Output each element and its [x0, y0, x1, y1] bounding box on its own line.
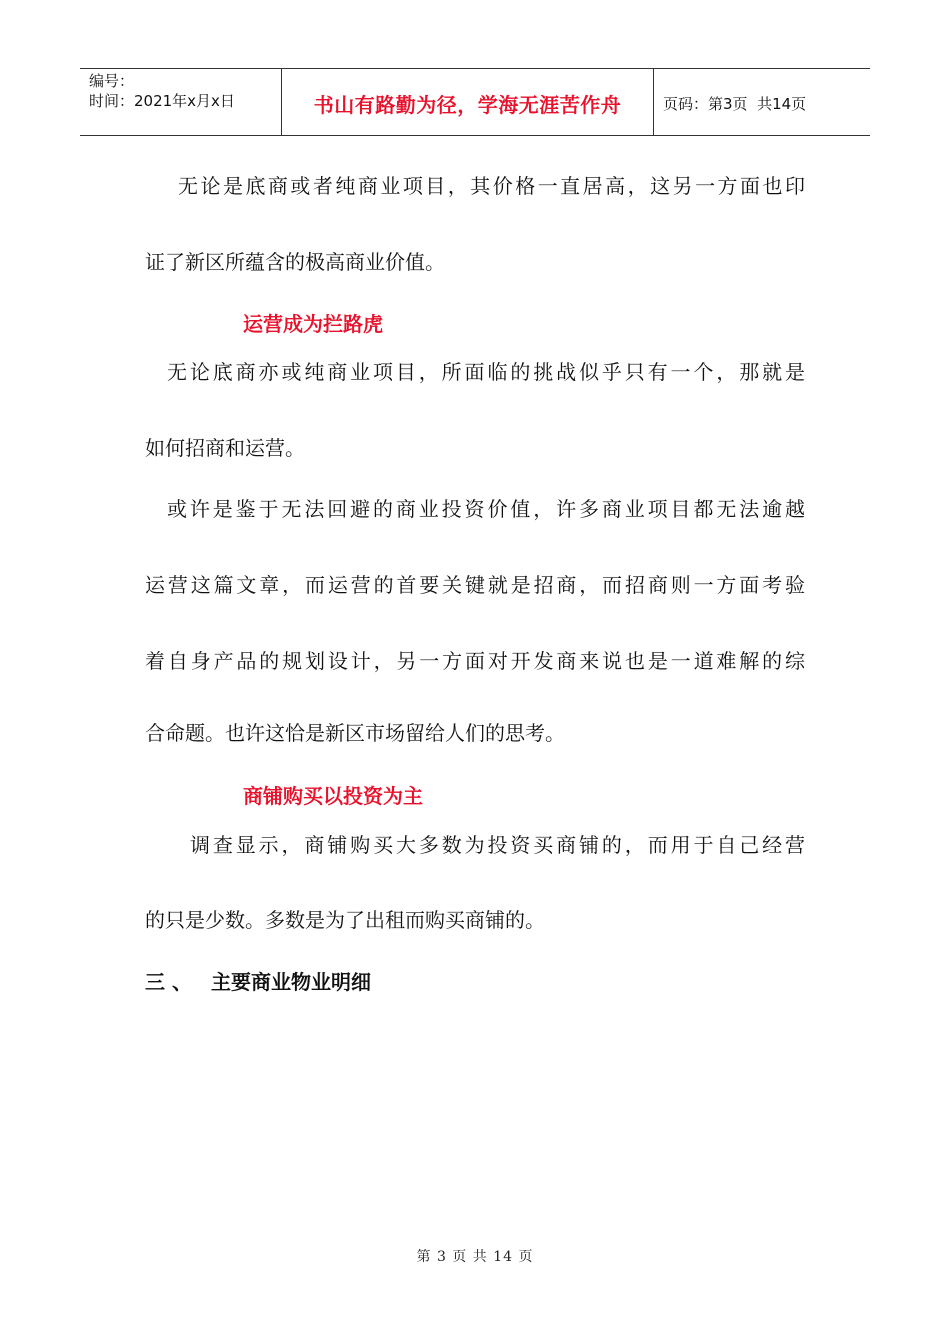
- document-time-label: 时间：2021年x月x日: [89, 92, 235, 110]
- paragraph-3-line-3: 着自身产品的规划设计，另一方面对开发商来说也是一道难解的综: [145, 649, 805, 673]
- section-title: 主要商业物业明细: [211, 970, 371, 994]
- section-number: 三 、: [145, 970, 192, 994]
- header-meta: [80, 69, 281, 135]
- header-motto-cell: [281, 69, 654, 135]
- paragraph-2-line-1: 无论底商亦或纯商业项目，所面临的挑战似乎只有一个，那就是: [167, 360, 805, 384]
- paragraph-3-line-1: 或许是鉴于无法回避的商业投资价值，许多商业项目都无法逾越: [167, 497, 805, 521]
- subheading-operation: 运营成为拦路虎: [243, 312, 383, 336]
- header-page-info-cell: [654, 69, 870, 135]
- paragraph-1-line-2: 证了新区所蕴含的极高商业价值。: [145, 250, 445, 274]
- page-header: [80, 68, 870, 136]
- subheading-investment: 商铺购买以投资为主: [243, 784, 423, 808]
- paragraph-3-line-2: 运营这篇文章，而运营的首要关键就是招商，而招商则一方面考验: [145, 573, 805, 597]
- document-number-label: 编号：: [89, 72, 135, 90]
- section-heading: [145, 969, 371, 995]
- page-footer: 第 3 页 共 14 页: [416, 1249, 534, 1265]
- paragraph-2-line-2: 如何招商和运营。: [145, 436, 305, 460]
- header-motto: 书山有路勤为径，学海无涯苦作舟: [313, 92, 622, 117]
- header-page-info: 页码：第3页 共14页: [663, 94, 807, 113]
- paragraph-3-line-4: 合命题。也许这恰是新区市场留给人们的思考。: [145, 721, 565, 745]
- paragraph-1-line-1: 无论是底商或者纯商业项目，其价格一直居高，这另一方面也印: [178, 174, 805, 198]
- paragraph-4-line-2: 的只是少数。多数是为了出租而购买商铺的。: [145, 908, 545, 932]
- paragraph-4-line-1: 调查显示，商铺购买大多数为投资买商铺的，而用于自己经营: [190, 833, 805, 857]
